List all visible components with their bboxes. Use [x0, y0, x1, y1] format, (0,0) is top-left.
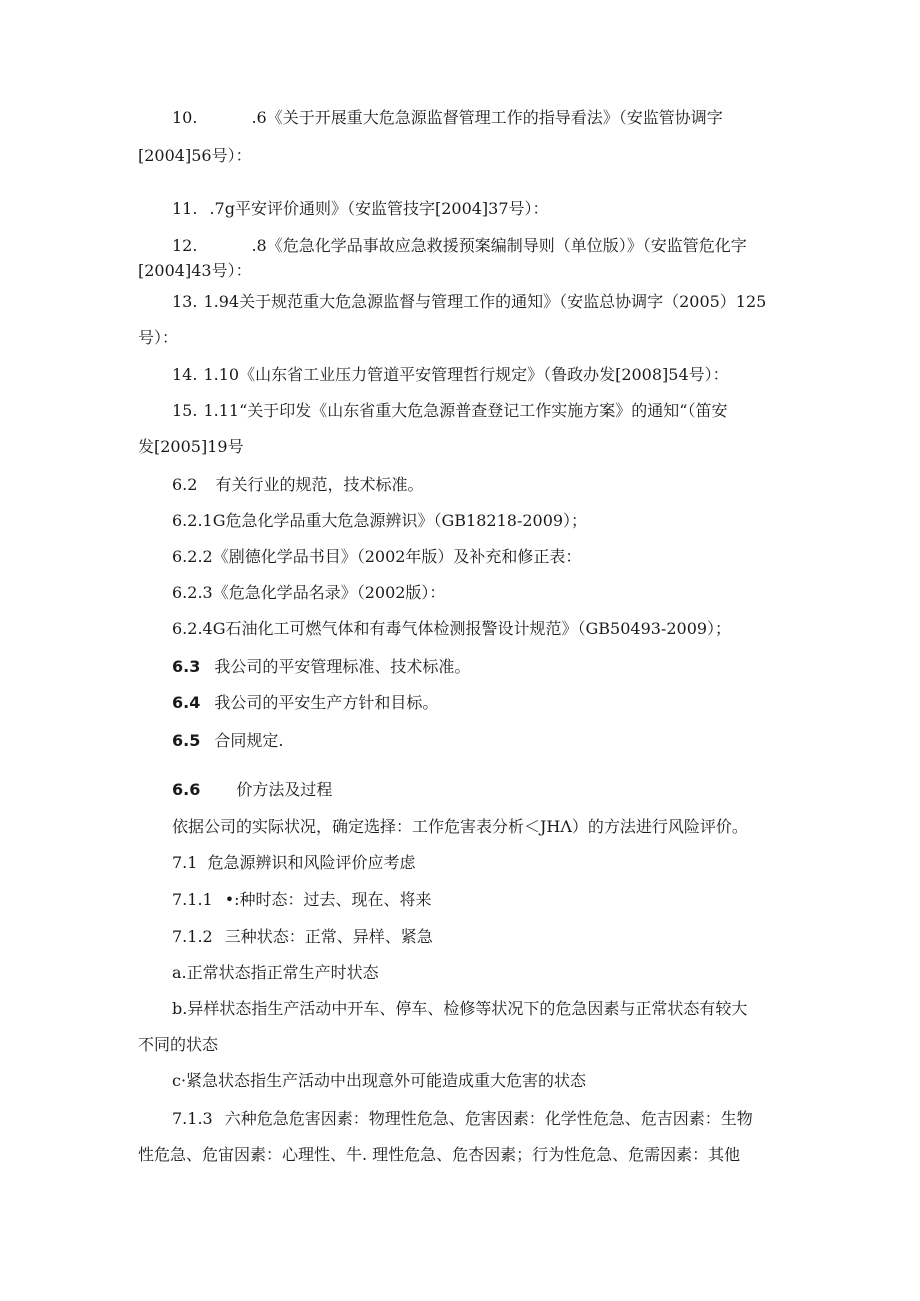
section-title: •:种时态：过去、现在、将来 [224, 890, 432, 909]
item-number: 11. [172, 199, 198, 218]
item-text: 发[2005]19号 [138, 437, 244, 456]
item-text: 1.10《山东省工业压力管道平安管理哲行规定》（鲁政办发[2008]54号）： [203, 365, 729, 384]
list-item [172, 198, 549, 220]
item-number: 14. [172, 365, 198, 384]
item-number: 12. [172, 236, 198, 255]
item-text: [2004]56号）： [138, 146, 252, 165]
section-number: 7.1.3 [172, 1109, 213, 1128]
item-text: .6《关于开展重大危急源监督管理工作的指导看法》（安监管协调字 [251, 108, 723, 127]
section-heading [172, 656, 470, 678]
section-title: 我公司的平安管理标准、技术标准。 [214, 657, 471, 676]
text-line [172, 618, 731, 640]
section-number: 6.4 [172, 693, 201, 712]
item-text: 不同的状态 [138, 1035, 219, 1054]
text-line [172, 962, 379, 984]
item-text: .8《危急化学品事故应急救援预案编制导则（单位版）》（安监管危化字 [251, 236, 747, 255]
item-number: 15. [172, 401, 198, 420]
text-line [138, 327, 178, 349]
section-number: 6.2 [172, 475, 198, 494]
section-heading [172, 474, 423, 496]
item-text: 6.2.2《剧德化学品书目》（2002年版）及补充和修正表： [172, 547, 582, 566]
section-title: 六种危急危害因素：物理性危急、危害因素：化学性危急、危吉因素：生物 [224, 1109, 753, 1128]
text-line [172, 1070, 586, 1092]
list-item [172, 364, 729, 386]
item-text: 6.2.3《危急化学品名录》（2002版）： [172, 583, 446, 602]
section-heading [172, 852, 415, 874]
item-text: 号）： [138, 328, 179, 347]
item-text: b.异样状态指生产活动中开车、停车、检修等状况下的危急因素与正常状态有较大 [172, 999, 748, 1018]
section-heading [172, 730, 283, 752]
text-line [172, 546, 581, 568]
section-number: 7.1.2 [172, 927, 213, 946]
section-number: 7.1.1 [172, 890, 213, 909]
list-item [172, 235, 747, 257]
section-title: 价方法及过程 [236, 780, 333, 799]
section-title: 三种状态：正常、异样、紧急 [224, 927, 433, 946]
item-number: 10. [172, 108, 198, 127]
section-heading [172, 692, 438, 714]
text-line [138, 260, 252, 282]
section-number: 6.3 [172, 657, 201, 676]
text-line [138, 1034, 218, 1056]
paragraph-text: 依据公司的实际状况，确定选择：工作危害表分析＜JHΛ）的方法进行风险评价。 [172, 817, 748, 836]
text-line [138, 436, 244, 458]
text-line [138, 145, 252, 167]
item-text: [2004]43号）： [138, 261, 252, 280]
section-heading [172, 1108, 753, 1130]
item-text: a.正常状态指正常生产时状态 [172, 963, 379, 982]
text-line [172, 510, 587, 532]
list-item [172, 400, 727, 422]
item-text: 6.2.1G危急化学品重大危急源辨识》（GB18218-2009）； [172, 511, 588, 530]
item-text: c·紧急状态指生产活动中出现意外可能造成重大危害的状态 [172, 1071, 587, 1090]
item-text: 性危急、危宙因素：心理性、牛. 理性危急、危杏因素；行为性危急、危需因素：其他 [138, 1145, 741, 1164]
section-heading [172, 779, 332, 801]
item-text: 1.94关于规范重大危急源监督与管理工作的通知》（安监总协调字（2005）125 [203, 292, 767, 311]
section-number: 6.6 [172, 780, 201, 799]
section-title: 有关行业的规范，技术标准。 [215, 475, 424, 494]
text-line [172, 582, 445, 604]
item-text: 6.2.4G石油化工可燃气体和有毒气体检测报警设计规范》（GB50493-2009）； [172, 619, 732, 638]
item-number: 13. [172, 292, 198, 311]
list-item [172, 291, 766, 313]
section-title: 合同规定. [214, 731, 284, 750]
section-title: 我公司的平安生产方针和目标。 [214, 693, 439, 712]
item-text: .7g平安评价通则》（安监管技字[2004]37号）： [209, 199, 549, 218]
text-line [172, 998, 747, 1020]
text-line [138, 1144, 740, 1166]
section-heading [172, 889, 432, 911]
list-item [172, 107, 723, 129]
section-number: 6.5 [172, 731, 201, 750]
item-text: 1.11“关于印发《山东省重大危急源普查登记工作实施方案》的通知“（笛安 [203, 401, 728, 420]
section-heading [172, 926, 433, 948]
section-number: 7.1 [172, 853, 198, 872]
paragraph [172, 816, 748, 838]
section-title: 危急源辨识和风险评价应考虑 [207, 853, 416, 872]
